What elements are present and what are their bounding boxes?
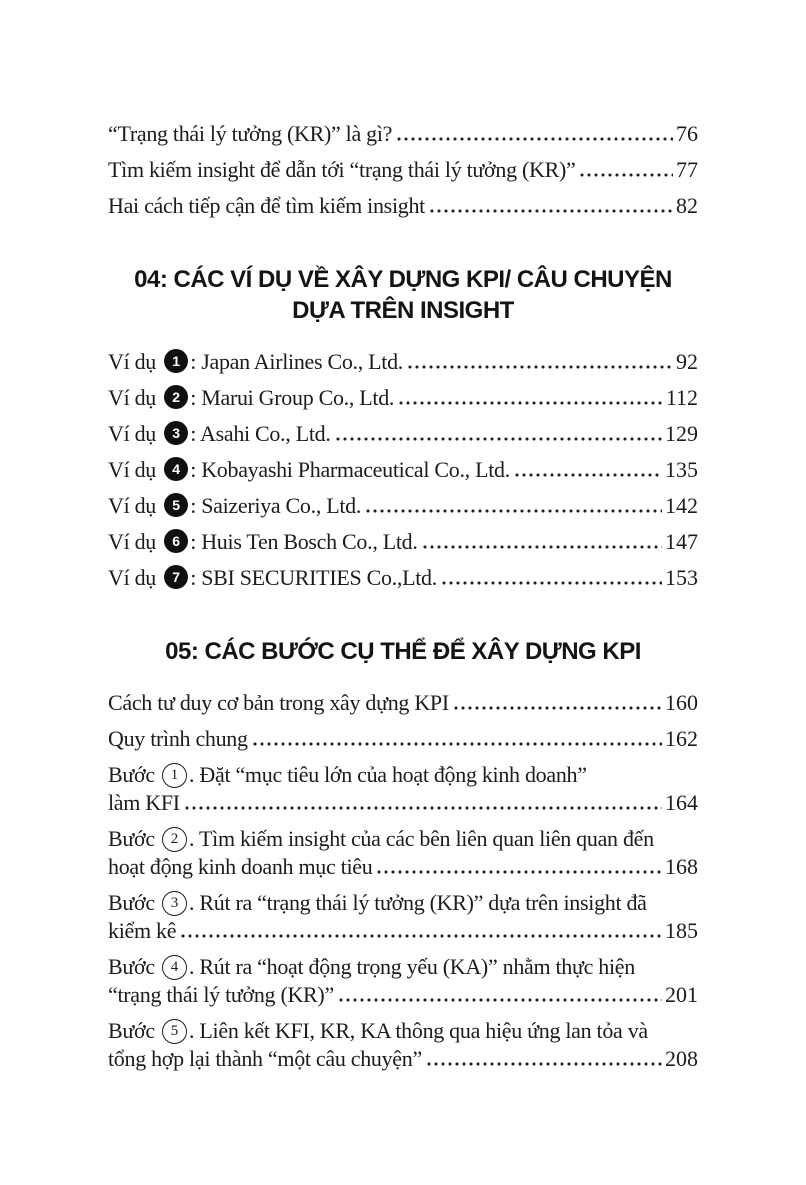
dot-leader <box>430 209 673 213</box>
toc-entry-row <box>108 725 698 753</box>
toc-entry-row <box>108 789 698 817</box>
toc-entry-segment: “trạng thái lý tưởng (KR)” <box>108 982 334 1007</box>
toc-page-number: 185 <box>665 918 698 943</box>
dot-leader <box>336 437 662 441</box>
toc-entry-segment: Bước <box>108 890 160 915</box>
toc-entry-row <box>108 825 698 853</box>
toc-entry-text <box>108 384 394 412</box>
toc-page-number: 92 <box>676 349 698 374</box>
toc-entry-text <box>108 1045 422 1073</box>
dot-leader <box>399 401 663 405</box>
step-number-badge: 3 <box>162 891 187 916</box>
toc-entry-text <box>108 853 372 881</box>
toc-entry-row <box>108 1045 698 1073</box>
toc-entry-segment: . Liên kết KFI, KR, KA thông qua hiệu ứng lan tỏa và <box>189 1018 648 1043</box>
toc-entry-segment: Ví dụ <box>108 529 162 554</box>
toc-entry-row <box>108 156 698 184</box>
toc-page-number: 164 <box>665 790 698 815</box>
toc-entry-text <box>108 825 654 853</box>
toc-entry-text <box>108 889 647 917</box>
toc-page-number: 129 <box>665 421 698 446</box>
toc-entry-segment: Tìm kiếm insight để dẫn tới “trạng thái lý tưởng (KR)” <box>108 157 576 182</box>
toc-entry-text <box>108 689 449 717</box>
toc-entry-segment: Cách tư duy cơ bản trong xây dựng KPI <box>108 690 449 715</box>
dot-leader <box>580 173 673 177</box>
toc-page-number: 153 <box>665 565 698 590</box>
toc-entry-segment: tổng hợp lại thành “một câu chuyện” <box>108 1046 422 1071</box>
toc-entry-row <box>108 1017 698 1045</box>
toc-entry-row <box>108 889 698 917</box>
toc-entry-segment: : Kobayashi Pharmaceutical Co., Ltd. <box>190 457 510 482</box>
dot-leader <box>366 509 662 513</box>
toc-page-number: 160 <box>665 690 698 715</box>
toc-page-number: 147 <box>665 529 698 554</box>
toc-entry-segment: . Đặt “mục tiêu lớn của hoạt động kinh doanh” <box>189 762 587 787</box>
example-number-badge: 4 <box>164 457 188 481</box>
toc-entry-row <box>108 384 698 412</box>
toc-entry-segment: làm KFI <box>108 790 180 815</box>
toc-entry-row <box>108 564 698 592</box>
toc-entry-row <box>108 761 698 789</box>
toc-page-number: 162 <box>665 726 698 751</box>
example-number-badge: 2 <box>164 385 188 409</box>
toc-entry-segment: “Trạng thái lý tưởng (KR)” là gì? <box>108 121 393 146</box>
dot-leader <box>427 1062 662 1066</box>
toc-page-number: 76 <box>676 121 698 146</box>
section-heading-line: 05: CÁC BƯỚC CỤ THỂ ĐỂ XÂY DỰNG KPI <box>165 638 641 665</box>
toc-entry-segment: : Huis Ten Bosch Co., Ltd. <box>190 529 418 554</box>
section-heading-line: 04: CÁC VÍ DỤ VỀ XÂY DỰNG KPI/ CÂU CHUYỆN <box>134 266 672 293</box>
dot-leader <box>454 706 662 710</box>
toc-list <box>108 120 698 1073</box>
toc-entry-row <box>108 492 698 520</box>
example-number-badge: 6 <box>164 529 188 553</box>
toc-entry-segment: . Rút ra “hoạt động trọng yếu (KA)” nhằm thực hiện <box>189 954 635 979</box>
toc-entry-row <box>108 689 698 717</box>
toc-entry-text <box>108 1017 648 1045</box>
toc-entry-segment: Bước <box>108 826 160 851</box>
toc-entry-text <box>108 725 248 753</box>
dot-leader <box>408 365 673 369</box>
toc-entry-text <box>108 564 437 592</box>
toc-entry-segment: . Rút ra “trạng thái lý tưởng (KR)” dựa trên insight đã <box>189 890 647 915</box>
step-number-badge: 2 <box>162 827 187 852</box>
toc-entry-text <box>108 789 180 817</box>
toc-page-number: 82 <box>676 193 698 218</box>
toc-entry-text <box>108 456 510 484</box>
toc-page-number: 201 <box>665 982 698 1007</box>
dot-leader <box>339 998 662 1002</box>
toc-entry-text <box>108 528 418 556</box>
toc-entry-row <box>108 120 698 148</box>
toc-entry-text <box>108 192 425 220</box>
toc-entry-text <box>108 156 575 184</box>
dot-leader <box>253 742 662 746</box>
toc-entry-row <box>108 981 698 1009</box>
section-heading <box>108 636 698 667</box>
toc-entry-row <box>108 192 698 220</box>
toc-entry-text <box>108 917 176 945</box>
step-number-badge: 4 <box>162 955 187 980</box>
toc-page-number: 168 <box>665 854 698 879</box>
example-number-badge: 3 <box>164 421 188 445</box>
toc-entry-row <box>108 456 698 484</box>
toc-entry-text <box>108 120 392 148</box>
dot-leader <box>515 473 662 477</box>
dot-leader <box>185 806 662 810</box>
toc-entry-text <box>108 420 331 448</box>
toc-page-number: 142 <box>665 493 698 518</box>
toc-entry-segment: Ví dụ <box>108 457 162 482</box>
toc-entry-segment: Hai cách tiếp cận để tìm kiếm insight <box>108 193 425 218</box>
toc-entry-segment: . Tìm kiếm insight của các bên liên quan liên quan đến <box>189 826 654 851</box>
toc-entry-segment: Bước <box>108 1018 160 1043</box>
toc-entry-text <box>108 953 635 981</box>
toc-entry-segment: Bước <box>108 954 160 979</box>
toc-entry-segment: Ví dụ <box>108 565 162 590</box>
dot-leader <box>181 934 662 938</box>
toc-entry-segment: kiểm kê <box>108 918 177 943</box>
example-number-badge: 7 <box>164 565 188 589</box>
toc-page-number: 112 <box>665 385 698 410</box>
toc-entry-segment: hoạt động kinh doanh mục tiêu <box>108 854 373 879</box>
section-heading-line: DỰA TRÊN INSIGHT <box>292 297 514 324</box>
toc-entry-segment: Ví dụ <box>108 421 162 446</box>
dot-leader <box>377 870 662 874</box>
toc-entry-text <box>108 981 334 1009</box>
step-number-badge: 5 <box>162 1019 187 1044</box>
toc-entry-row <box>108 348 698 376</box>
toc-entry-segment: Ví dụ <box>108 493 162 518</box>
dot-leader <box>423 545 662 549</box>
toc-entry-row <box>108 853 698 881</box>
toc-entry-segment: : Asahi Co., Ltd. <box>190 421 331 446</box>
toc-entry-segment: : Saizeriya Co., Ltd. <box>190 493 362 518</box>
toc-page-number: 77 <box>676 157 698 182</box>
toc-entry-row <box>108 917 698 945</box>
toc-entry-segment: Quy trình chung <box>108 726 248 751</box>
toc-entry-segment: : Japan Airlines Co., Ltd. <box>190 349 403 374</box>
toc-page-number: 208 <box>665 1046 698 1071</box>
toc-entry-segment: : Marui Group Co., Ltd. <box>190 385 395 410</box>
toc-entry-segment: : SBI SECURITIES Co.,Ltd. <box>190 565 437 590</box>
toc-entry-segment: Ví dụ <box>108 385 162 410</box>
toc-entry-row <box>108 420 698 448</box>
section-heading <box>108 264 698 326</box>
example-number-badge: 5 <box>164 493 188 517</box>
toc-entry-row <box>108 953 698 981</box>
toc-entry-text <box>108 348 403 376</box>
toc-entry-segment: Ví dụ <box>108 349 162 374</box>
dot-leader <box>397 137 673 141</box>
toc-entry-row <box>108 528 698 556</box>
toc-entry-text <box>108 492 361 520</box>
toc-page-number: 135 <box>665 457 698 482</box>
step-number-badge: 1 <box>162 763 187 788</box>
example-number-badge: 1 <box>164 349 188 373</box>
toc-entry-segment: Bước <box>108 762 160 787</box>
toc-entry-text <box>108 761 587 789</box>
dot-leader <box>442 581 662 585</box>
